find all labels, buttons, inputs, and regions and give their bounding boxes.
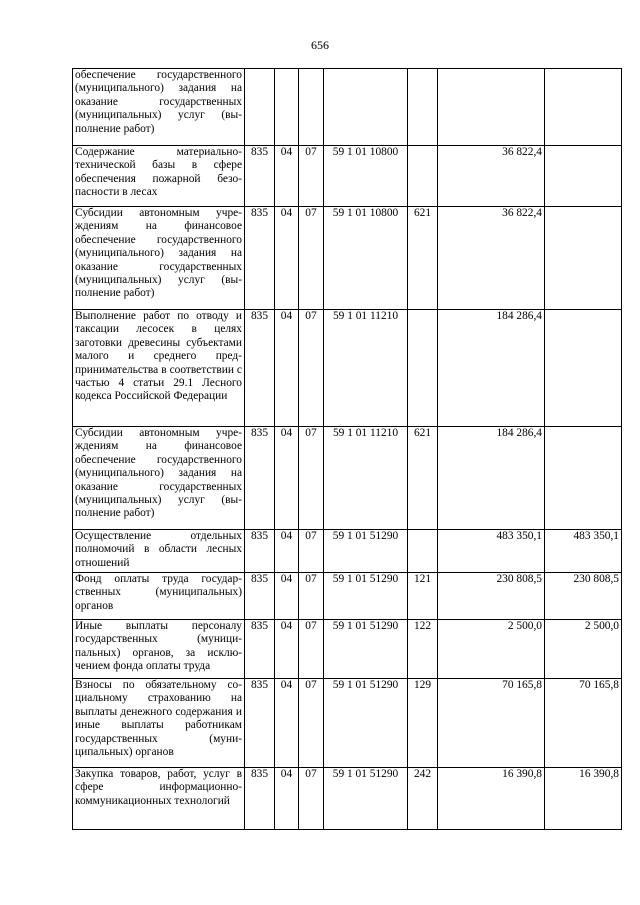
target-article-code: 59 1 01 51290: [324, 620, 408, 679]
table-row: [73, 530, 622, 573]
ministry-code: [245, 69, 275, 146]
amount-2: 483 350,1: [545, 530, 622, 573]
row-description: Выполнение работ по отводу и таксации лесосек в целях заготовки древесины субъектами малого и среднего предпринимательства в соответствии с частью 4 статьи 29.1 Лесного кодекса Российской Федерации: [73, 310, 245, 427]
ministry-code: 835: [245, 768, 275, 830]
ministry-code: 835: [245, 427, 275, 530]
ministry-code: 835: [245, 679, 275, 768]
amount-1: 16 390,8: [438, 768, 545, 830]
budget-table: [72, 68, 622, 830]
expense-type-code: [408, 146, 438, 207]
section-code: 04: [275, 427, 299, 530]
ministry-code: 835: [245, 207, 275, 310]
subsection-code: [299, 69, 324, 146]
subsection-code: 07: [299, 679, 324, 768]
amount-1: 184 286,4: [438, 310, 545, 427]
amount-1: 36 822,4: [438, 207, 545, 310]
section-code: 04: [275, 146, 299, 207]
target-article-code: 59 1 01 51290: [324, 530, 408, 573]
subsection-code: 07: [299, 530, 324, 573]
target-article-code: [324, 69, 408, 146]
expense-type-code: 121: [408, 573, 438, 620]
section-code: [275, 69, 299, 146]
subsection-code: 07: [299, 146, 324, 207]
table-row: [73, 768, 622, 830]
section-code: 04: [275, 530, 299, 573]
amount-2: 70 165,8: [545, 679, 622, 768]
ministry-code: 835: [245, 310, 275, 427]
section-code: 04: [275, 768, 299, 830]
expense-type-code: 621: [408, 207, 438, 310]
expense-type-code: 122: [408, 620, 438, 679]
row-description: Иные выплаты персоналу государственных (муниципальных) органов, за исключением фонда оплаты труда: [73, 620, 245, 679]
target-article-code: 59 1 01 51290: [324, 573, 408, 620]
row-description: Субсидии автономным учреждениям на финансовое обеспечение государственного (муниципального) задания на оказание государственных (муниципальных) услуг (выполнение работ): [73, 427, 245, 530]
table-row: [73, 146, 622, 207]
section-code: 04: [275, 573, 299, 620]
expense-type-code: [408, 530, 438, 573]
ministry-code: 835: [245, 530, 275, 573]
expense-type-code: 621: [408, 427, 438, 530]
row-description: Содержание материально-технической базы в сфере обеспечения пожарной безопасности в лесах: [73, 146, 245, 207]
amount-1: 184 286,4: [438, 427, 545, 530]
amount-1: 230 808,5: [438, 573, 545, 620]
table-row: [73, 620, 622, 679]
section-code: 04: [275, 620, 299, 679]
section-code: 04: [275, 207, 299, 310]
table-row: [73, 310, 622, 427]
amount-1: 483 350,1: [438, 530, 545, 573]
row-description: Взносы по обязательному социальному страхованию на выплаты денежного содержания и иные выплаты работникам государственных (муниципальных) органов: [73, 679, 245, 768]
row-description: Осуществление отдельных полномочий в области лесных отношений: [73, 530, 245, 573]
amount-2: 16 390,8: [545, 768, 622, 830]
table-row: [73, 679, 622, 768]
table-row: [73, 573, 622, 620]
table-row: [73, 207, 622, 310]
amount-1: 70 165,8: [438, 679, 545, 768]
amount-1: 2 500,0: [438, 620, 545, 679]
target-article-code: 59 1 01 10800: [324, 146, 408, 207]
subsection-code: 07: [299, 768, 324, 830]
target-article-code: 59 1 01 10800: [324, 207, 408, 310]
expense-type-code: 129: [408, 679, 438, 768]
amount-1: [438, 69, 545, 146]
row-description: обеспечение государственного (муниципального) задания на оказание государственных (муниципальных) услуг (выполнение работ): [73, 69, 245, 146]
target-article-code: 59 1 01 11210: [324, 310, 408, 427]
amount-2: [545, 146, 622, 207]
subsection-code: 07: [299, 620, 324, 679]
subsection-code: 07: [299, 207, 324, 310]
expense-type-code: [408, 310, 438, 427]
target-article-code: 59 1 01 51290: [324, 679, 408, 768]
amount-2: 2 500,0: [545, 620, 622, 679]
page-number: 656: [311, 38, 329, 52]
ministry-code: 835: [245, 620, 275, 679]
section-code: 04: [275, 679, 299, 768]
amount-2: 230 808,5: [545, 573, 622, 620]
row-description: Фонд оплаты труда государственных (муниципальных) органов: [73, 573, 245, 620]
amount-2: [545, 69, 622, 146]
expense-type-code: [408, 69, 438, 146]
amount-2: [545, 207, 622, 310]
subsection-code: 07: [299, 573, 324, 620]
target-article-code: 59 1 01 51290: [324, 768, 408, 830]
amount-2: [545, 427, 622, 530]
row-description: Закупка товаров, работ, услуг в сфере информационно-коммуникационных технологий: [73, 768, 245, 830]
expense-type-code: 242: [408, 768, 438, 830]
section-code: 04: [275, 310, 299, 427]
table-row: [73, 427, 622, 530]
subsection-code: 07: [299, 427, 324, 530]
table-row: [73, 69, 622, 146]
target-article-code: 59 1 01 11210: [324, 427, 408, 530]
row-description: Субсидии автономным учреждениям на финансовое обеспечение государственного (муниципального) задания на оказание государственных (муниципальных) услуг (выполнение работ): [73, 207, 245, 310]
amount-1: 36 822,4: [438, 146, 545, 207]
ministry-code: 835: [245, 573, 275, 620]
ministry-code: 835: [245, 146, 275, 207]
subsection-code: 07: [299, 310, 324, 427]
amount-2: [545, 310, 622, 427]
